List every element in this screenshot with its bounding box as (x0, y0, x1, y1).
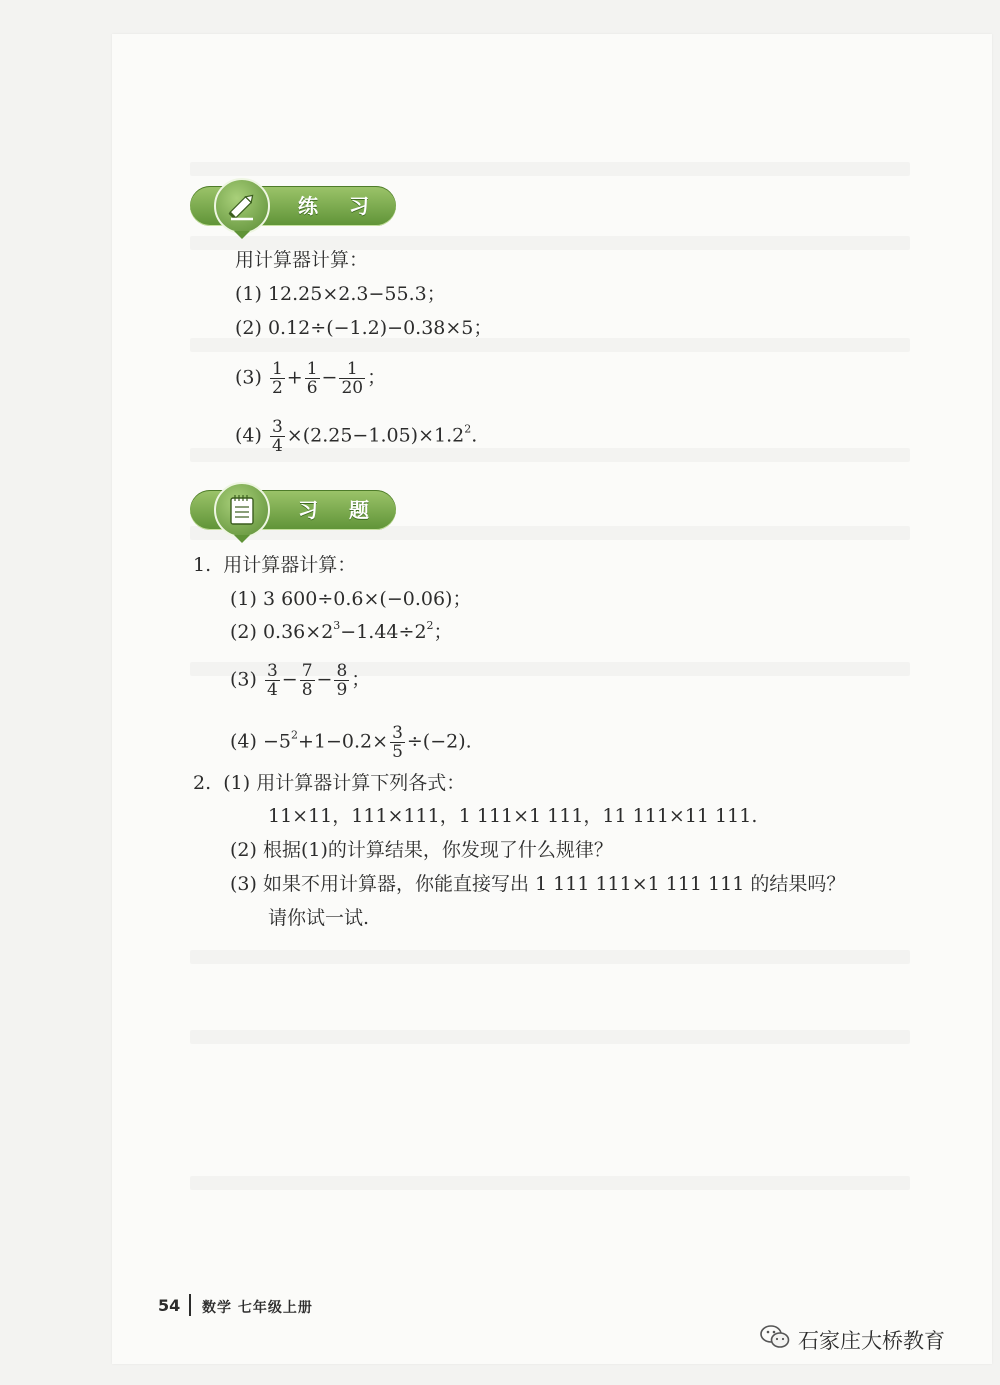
practice-intro: 用计算器计算： (235, 249, 369, 271)
practice-header (190, 186, 396, 226)
fraction: $\frac{8}{9}$ (336, 661, 348, 700)
q2-part-3: (3) 如果不用计算器，你能直接写出 1 111 111×1 111 111 的结果吗？ (230, 873, 846, 895)
bleed-through (190, 950, 910, 964)
header-pointer (234, 535, 250, 543)
q2-part-2: (2) 根据(1)的计算结果，你发现了什么规律？ (230, 839, 613, 861)
page-number: 54 (158, 1296, 181, 1315)
bleed-through (190, 1030, 910, 1044)
bleed-through (190, 1176, 910, 1190)
header-pointer (234, 231, 250, 239)
q1-item-3: (3) $\frac{3}{4}$ − $\frac{7}{8}$ − $\frac{8}{9}$ ； (230, 661, 371, 700)
fraction: $\frac{3}{4}$ (271, 417, 283, 456)
fraction: $\frac{1}{20}$ (341, 359, 364, 398)
wechat-icon (760, 1324, 790, 1355)
exercises-header (190, 490, 396, 530)
q1-item-1: (1) 3 600÷0.6×(−0.06)； (230, 588, 472, 610)
watermark (760, 1324, 945, 1355)
q2-expressions: 11×11，111×111，1 111×1 111，11 111×11 111. (268, 805, 758, 827)
fraction: $\frac{1}{2}$ (271, 359, 283, 398)
fraction: $\frac{3}{5}$ (392, 723, 403, 762)
practice-item-4: (4) $\frac{3}{4}$ $\times(2.25-1.05)\times 1.2^2$. (235, 417, 478, 456)
question-2: 2. (1) 用计算器计算下列各式： (193, 772, 466, 794)
exercises-title: 习 题 (298, 498, 381, 522)
footer-divider (189, 1294, 191, 1316)
bleed-through (190, 162, 910, 176)
q1-item-4: $(4) -5^2+1-0.2\times$ $\frac{3}{5}$ ÷(−2). (230, 723, 472, 762)
practice-title: 练 习 (298, 194, 381, 218)
watermark-text: 石家庄大桥教育 (798, 1328, 945, 1353)
fraction: $\frac{3}{4}$ (266, 661, 278, 700)
practice-item-3: (3) $\frac{1}{2}$ + $\frac{1}{6}$ − $\frac{1}{20}$ ； (235, 359, 387, 398)
practice-item-2: (2) 0.12÷(−1.2)−0.38×5； (235, 317, 493, 339)
book-title: 数学 七年级上册 (202, 1300, 313, 1316)
q1-item-2: (2) $0.36\times 2^3-1.44\div 2^2$； (230, 619, 453, 643)
practice-item-1: (1) 12.25×2.3−55.3； (235, 283, 446, 305)
pencil-icon (214, 178, 270, 234)
q2-part-3-cont: 请你试一试. (268, 907, 370, 929)
notebook-icon (214, 482, 270, 538)
fraction: $\frac{7}{8}$ (301, 661, 313, 700)
fraction: $\frac{1}{6}$ (306, 359, 318, 398)
question-1: 1. 用计算器计算： (193, 554, 357, 576)
bleed-through (190, 338, 910, 352)
